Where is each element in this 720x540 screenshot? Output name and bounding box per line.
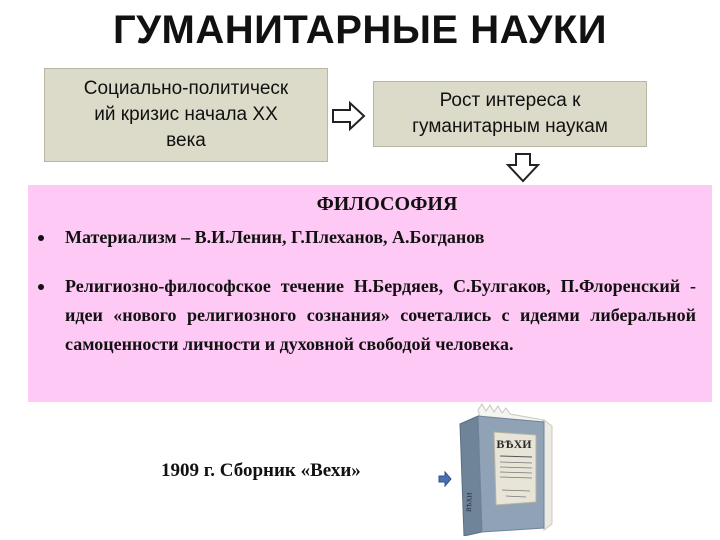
book-cover-title: ВѢХИ <box>496 437 532 451</box>
philosophy-heading: ФИЛОСОФИЯ <box>316 193 458 215</box>
slide-title: ГУМАНИТАРНЫЕ НАУКИ <box>112 8 608 52</box>
blue-right-arrow-icon <box>438 471 452 487</box>
book-image <box>452 402 564 536</box>
list-item-text: Религиозно-философское течение Н.Бердяев, С.Булгаков, П.Флоренский - идеи «нового религиозного сознания» сочетались с идеями либеральной самоценности личности и духовной свободой человека. <box>65 276 696 354</box>
bullet-dot-icon <box>38 235 44 241</box>
interest-box-text <box>412 88 608 140</box>
crisis-line-1: Социально-политическ <box>83 78 289 99</box>
vekhi-caption: 1909 г. Сборник «Вехи» <box>161 460 361 481</box>
interest-box <box>373 81 647 147</box>
interest-line-1: Рост интереса к <box>439 90 581 111</box>
crisis-box <box>44 68 328 162</box>
outline-right-arrow-icon <box>330 99 368 133</box>
interest-line-2: гуманитарным наукам <box>412 116 608 137</box>
list-item <box>38 223 696 252</box>
bullet-dot-icon <box>38 284 44 290</box>
list-item-text: Материализм – В.И.Ленин, Г.Плеханов, А.Богданов <box>65 227 485 247</box>
list-item <box>38 272 696 359</box>
crisis-line-3: века <box>166 130 206 151</box>
outline-down-arrow-icon <box>505 152 541 184</box>
crisis-line-2: ий кризис начала XX <box>94 104 278 125</box>
philosophy-list <box>38 223 696 359</box>
book-spine-title: ВѢХИ <box>465 492 474 513</box>
crisis-box-text <box>84 76 288 154</box>
philosophy-panel <box>28 185 712 402</box>
